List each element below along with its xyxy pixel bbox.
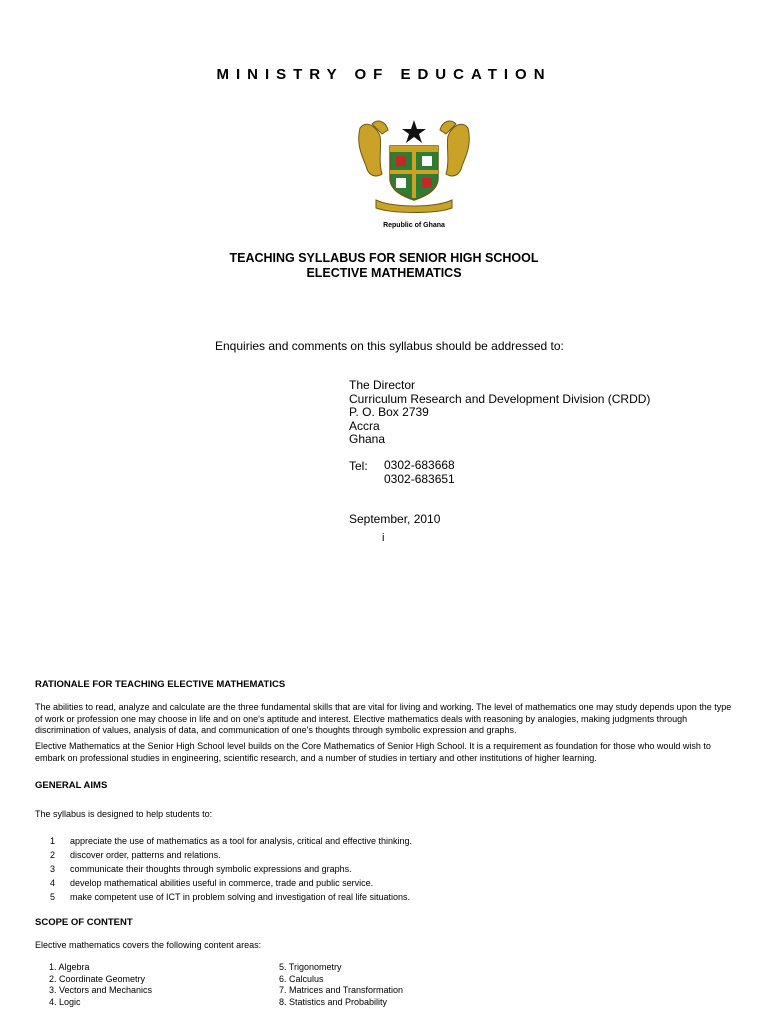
tel-label: Tel: [349, 459, 368, 473]
ministry-title: MINISTRY OF EDUCATION [216, 66, 552, 83]
ghana-coat-of-arms-icon [352, 116, 476, 214]
list-item: 7. Matrices and Transformation [279, 985, 404, 995]
enquiries-intro: Enquiries and comments on this syllabus should be addressed to: [215, 339, 564, 353]
list-item: 4 develop mathematical abilities useful in commerce, trade and public service. [49, 878, 374, 888]
aims-list [35, 836, 412, 906]
aims-intro: The syllabus is designed to help students to: [35, 809, 213, 819]
address-block [349, 379, 650, 447]
list-item: 8. Statistics and Probability [279, 996, 388, 1007]
scope-intro: Elective mathematics covers the following content areas: [35, 940, 262, 950]
address-line: Curriculum Research and Development Division (CRDD) [349, 391, 651, 406]
list-item: 1. Algebra [49, 962, 90, 972]
tel-number: 0302-683668 [384, 458, 455, 472]
list-item: 5 make competent use of ICT in problem solving and investigation of real life situations. [49, 892, 411, 902]
address-line: Accra [349, 418, 380, 433]
republic-caption: Republic of Ghana [383, 222, 445, 229]
scope-heading: SCOPE OF CONTENT [35, 917, 133, 928]
rationale-paragraph-1: The abilities to read, analyze and calculate are the three fundamental skills that are vital for living and working. The level of mathematics one may study depends upon the type of work or profession one may choose in life and on one's aptitude and interest. Elective mathematics deals with reasoning by analogies, making judgments through discrimination of values, analysis of data, and communication of one's thoughts through symbolic expression and graphs. [35, 702, 732, 735]
address-line: Ghana [349, 432, 386, 446]
title-line-2: ELECTIVE MATHEMATICS [306, 266, 462, 280]
syllabus-title [0, 251, 768, 281]
aims-heading: GENERAL AIMS [35, 780, 108, 791]
page-number: i [382, 532, 385, 544]
scope-list-left [49, 962, 152, 1008]
list-item: 6. Calculus [279, 973, 324, 984]
scope-list-right [279, 962, 403, 1008]
list-item: 5. Trigonometry [279, 962, 342, 972]
title-line-1: TEACHING SYLLABUS FOR SENIOR HIGH SCHOOL [229, 251, 539, 265]
list-item: 3 communicate their thoughts through symbolic expressions and graphs. [49, 864, 352, 874]
list-item: 1 appreciate the use of mathematics as a tool for analysis, critical and effective thinking. [49, 836, 413, 846]
list-item: 4. Logic [49, 996, 81, 1007]
rationale-paragraph-2: Elective Mathematics at the Senior High School level builds on the Core Mathematics of Senior High School. It is a requirement as foundation for those who would wish to embark on professional studies in engineering, scientific research, and a number of studies in tertiary and other institutions of higher learning. [35, 741, 711, 763]
list-item: 2 discover order, patterns and relations. [49, 850, 221, 860]
rationale-heading: RATIONALE FOR TEACHING ELECTIVE MATHEMATICS [35, 679, 286, 690]
list-item: 3. Vectors and Mechanics [49, 985, 153, 995]
address-line: The Director [349, 378, 416, 392]
date: September, 2010 [349, 512, 441, 526]
address-line: P. O. Box 2739 [349, 405, 429, 419]
tel-number: 0302-683651 [384, 471, 455, 486]
list-item: 2. Coordinate Geometry [49, 973, 146, 984]
tel-numbers [384, 459, 455, 486]
